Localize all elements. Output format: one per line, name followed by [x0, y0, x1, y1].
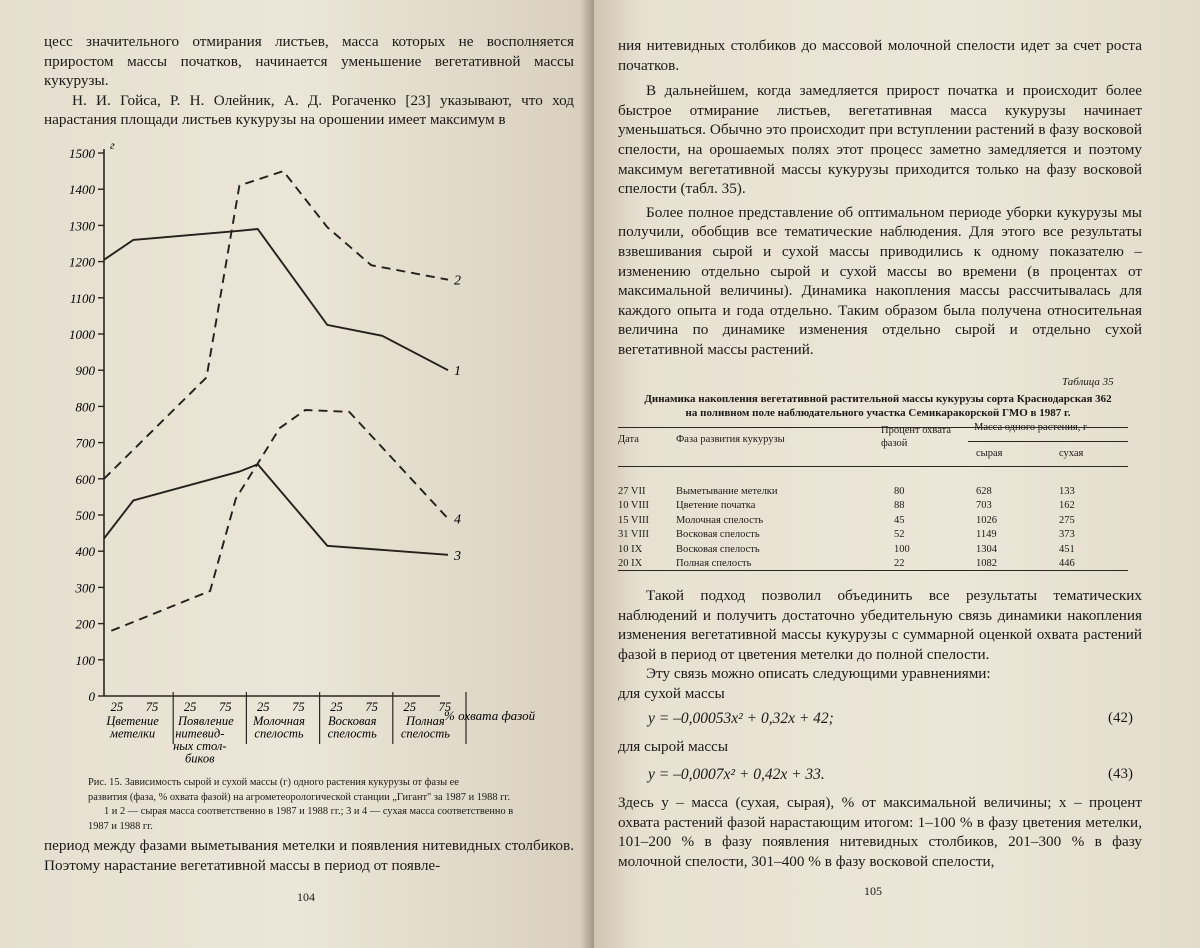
- right-paragraph-4: Такой подход позволил объединить все результаты тематических наблюдений и получить достаточно убедительную связь динамики накопления изменения вегетативной массы кукурузы с суммарной оценкой охвата растений фазой в период от цветения метелки до полной спелости.: [618, 587, 1142, 663]
- right-paragraph-2: В дальнейшем, когда замедляется прирост початка и происходит более быстрое отмирание листьев, вегетативная масса кукурузы начинает уменьшаться. Обычно это происходит при вступлении растений в фазу восковой спелости, на орошаемых полях этот процесс заметно замедляется и поэтому максимум вегетативной массы кукурузы приходится только на фазу восковой спелости (табл. 35).: [618, 82, 1142, 198]
- table-cell-phase: Полная спелость: [676, 558, 752, 569]
- table-cell-phase: Молочная спелость: [676, 514, 764, 526]
- y-tick-label: 900: [75, 363, 95, 379]
- series-label-4: 4: [454, 512, 462, 528]
- series-label-1: 1: [454, 364, 462, 380]
- left-text-top: [44, 32, 574, 130]
- left-page: [0, 0, 594, 948]
- y-tick-label: 700: [75, 435, 95, 451]
- equation-42: y = –0,00053x² + 0,32x + 42;: [648, 710, 834, 727]
- page-number-left: 104: [297, 890, 315, 904]
- table-title-line-1: Динамика накопления вегетативной растительной массы кукурузы сорта Краснодарская 362: [644, 393, 1112, 405]
- x-axis-label: % охвата фазой: [444, 708, 536, 723]
- phase-label: Появление нитевид-ных стол-биков: [173, 714, 234, 766]
- table-header-phase: Фаза развития кукурузы: [676, 434, 785, 445]
- right-text-middle: [618, 586, 1142, 704]
- x-tick-label: 25: [330, 700, 343, 714]
- chart-labels: [69, 138, 536, 766]
- phase-label: Восковая спелость: [327, 714, 377, 741]
- caption-line-1: Рис. 15. Зависимость сырой и сухой массы (г) одного растения кукурузы от фазы ее: [88, 777, 459, 788]
- right-paragraph-6: Здесь y – масса (сухая, сырая), % от максимальной величины; x – процент охвата растений фазой нарастающим итогом: 1–100 % в фазу цветения метелки, 101–200 % в фазу появления нитевидных столбиков, 201–300 % в фазу молочной спелости, 301–400 % в фазу восковой спелости,: [618, 794, 1142, 870]
- table-cell-date: 27 VII: [618, 486, 646, 497]
- right-page: [594, 0, 1200, 948]
- page-number-right: 105: [864, 884, 882, 898]
- table-number: Таблица 35: [1062, 376, 1114, 388]
- table-header-percent: Процент охвата фазой: [881, 425, 952, 449]
- series-label-2: 2: [454, 273, 462, 289]
- y-tick-label: 1500: [69, 146, 95, 161]
- table-cell-raw: 1082: [976, 558, 997, 569]
- y-tick-label: 300: [75, 580, 95, 596]
- left-paragraph-3: период между фазами выметывания метелки и появления нитевидных столбиков. Поэтому нарастание вегетативной массы в период от появле-: [44, 837, 574, 874]
- phase-label: Полная спелость: [400, 714, 450, 741]
- table-header-raw: сырая: [976, 448, 1003, 459]
- x-tick-label: 75: [438, 700, 452, 714]
- table-cell-percent: 45: [894, 514, 905, 526]
- equation-43-number: (43): [1108, 766, 1133, 782]
- series-line-1: [104, 229, 448, 370]
- table-cell-phase: Восковая спелость: [676, 543, 760, 555]
- table-title: [608, 392, 1148, 420]
- raw-mass-label: для сырой массы: [618, 738, 729, 755]
- y-tick-label: 1300: [69, 218, 95, 234]
- table-cell-date: 15 VIII: [618, 514, 650, 526]
- y-tick-label: 100: [75, 652, 95, 668]
- table-cell-dry: 162: [1059, 500, 1075, 512]
- table-cell-raw: 1149: [976, 529, 997, 541]
- table-cell-percent: 100: [894, 543, 910, 555]
- table-header-dry: сухая: [1059, 448, 1084, 459]
- phase-label: Цветение метелки: [106, 714, 159, 741]
- y-tick-label: 500: [75, 508, 95, 523]
- table-cell-date: 20 IX: [618, 558, 643, 569]
- y-tick-label: 1100: [69, 290, 95, 306]
- x-tick-label: 25: [183, 700, 197, 714]
- table-cell-phase: Выметывание метелки: [676, 486, 778, 497]
- table-bottom-rule: [618, 570, 1128, 571]
- right-paragraph-1: ния нитевидных столбиков до массовой молочной спелости идет за счет роста початков.: [618, 37, 1142, 74]
- phase-label: Молочная спелость: [253, 714, 305, 741]
- table-cell-phase: Восковая спелость: [676, 529, 760, 541]
- left-paragraph-1: цесс значительного отмирания листьев, масса которых не восполняется приростом массы початков, начинается уменьшение вегетативной массы кукурузы.: [44, 33, 574, 90]
- x-tick-label: 75: [218, 700, 232, 714]
- right-paragraph-5: Эту связь можно описать следующими уравнениями:: [646, 665, 991, 683]
- table-cell-percent: 22: [894, 558, 905, 569]
- table-cell-dry: 275: [1059, 514, 1075, 526]
- chart-series: [104, 171, 448, 631]
- table-cell-percent: 80: [894, 486, 905, 497]
- caption-line-2: развития (фаза, % охвата фазой) на агрометеорологической станции „Гигант" за 1987 и 1988 гг.: [88, 791, 511, 803]
- y-tick-label: 400: [75, 544, 95, 560]
- x-tick-label: 25: [403, 700, 416, 714]
- caption-line-4: 1987 и 1988 гг.: [88, 820, 153, 832]
- table-cell-date: 31 VIII: [618, 529, 650, 541]
- table-mass-rule: [968, 441, 1128, 442]
- caption-line-3: 1 и 2 — сырая масса соответственно в 1987 и 1988 гг.; 3 и 4 — сухая масса соответственно в: [104, 806, 514, 818]
- y-tick-label: 0: [88, 689, 95, 704]
- table-cell-raw: 703: [976, 500, 992, 512]
- x-tick-label: 75: [365, 700, 378, 714]
- series-label-3: 3: [454, 548, 462, 564]
- equation-43: y = –0,0007x² + 0,42x + 33.: [648, 766, 825, 783]
- y-tick-label: 1200: [69, 254, 95, 270]
- figure-caption: [88, 776, 558, 834]
- table-cell-percent: 52: [894, 529, 905, 541]
- left-text-bottom: [44, 836, 574, 875]
- y-tick-label: 600: [75, 471, 95, 487]
- y-unit-label: г: [110, 138, 115, 152]
- table-cell-percent: 88: [894, 500, 905, 512]
- table-cell-dry: 446: [1059, 558, 1075, 569]
- dry-mass-label: для сухой массы: [618, 684, 725, 702]
- y-tick-label: 200: [75, 616, 95, 632]
- table-header-mass: Масса одного растения, г: [974, 422, 1088, 433]
- table-cell-raw: 1026: [976, 514, 997, 526]
- table-cell-date: 10 VIII: [618, 500, 650, 512]
- y-tick-label: 1400: [69, 182, 95, 198]
- table-cell-date: 10 IX: [618, 543, 643, 555]
- y-tick-label: 1000: [69, 327, 95, 342]
- series-line-2: [104, 171, 448, 479]
- table-cell-dry: 133: [1059, 486, 1075, 497]
- series-line-3: [104, 464, 448, 555]
- series-line-4: [111, 410, 448, 631]
- right-paragraph-3: Более полное представление об оптимальном периоде уборки кукурузы мы получили, обобщив все тематические наблюдения. Для этого все результаты взвешивания сырой и сухой массы приводились к одному показателю – изменению отдельно сырой и сухой массы во времени (в процентах от максимальной величины). Динамика накопления массы рассчитывалась для каждого опыта и года отдельно. Таким образом была получена относительная величина по динамике изменения отдельно сырой и отдельно сухой вегетативной массы растений.: [618, 203, 1142, 358]
- table-cell-raw: 1304: [976, 543, 997, 555]
- table-cell-raw: 628: [976, 486, 992, 497]
- mass-chart: [0, 135, 580, 775]
- table-cell-dry: 373: [1059, 529, 1075, 541]
- x-tick-label: 25: [110, 700, 124, 714]
- table-cell-dry: 451: [1059, 543, 1075, 555]
- right-text-top: [618, 36, 1142, 360]
- x-tick-label: 25: [257, 700, 270, 714]
- y-tick-label: 800: [75, 399, 95, 415]
- table-title-line-2: на поливном поле наблюдательного участка Семикаракорской ГМО в 1987 г.: [685, 407, 1071, 419]
- right-text-bottom: [618, 793, 1142, 871]
- x-tick-label: 75: [292, 700, 305, 714]
- equation-42-number: (42): [1108, 710, 1133, 726]
- x-tick-label: 75: [145, 700, 159, 714]
- table-cell-phase: Цветение початка: [676, 500, 756, 512]
- table-header-rule: [618, 466, 1128, 467]
- table-header-date: Дата: [618, 434, 639, 445]
- left-paragraph-2: Н. И. Гойса, Р. Н. Олейник, А. Д. Рогаченко [23] указывают, что ход нарастания площади листьев кукурузы на орошении имеет максимум в: [44, 91, 574, 129]
